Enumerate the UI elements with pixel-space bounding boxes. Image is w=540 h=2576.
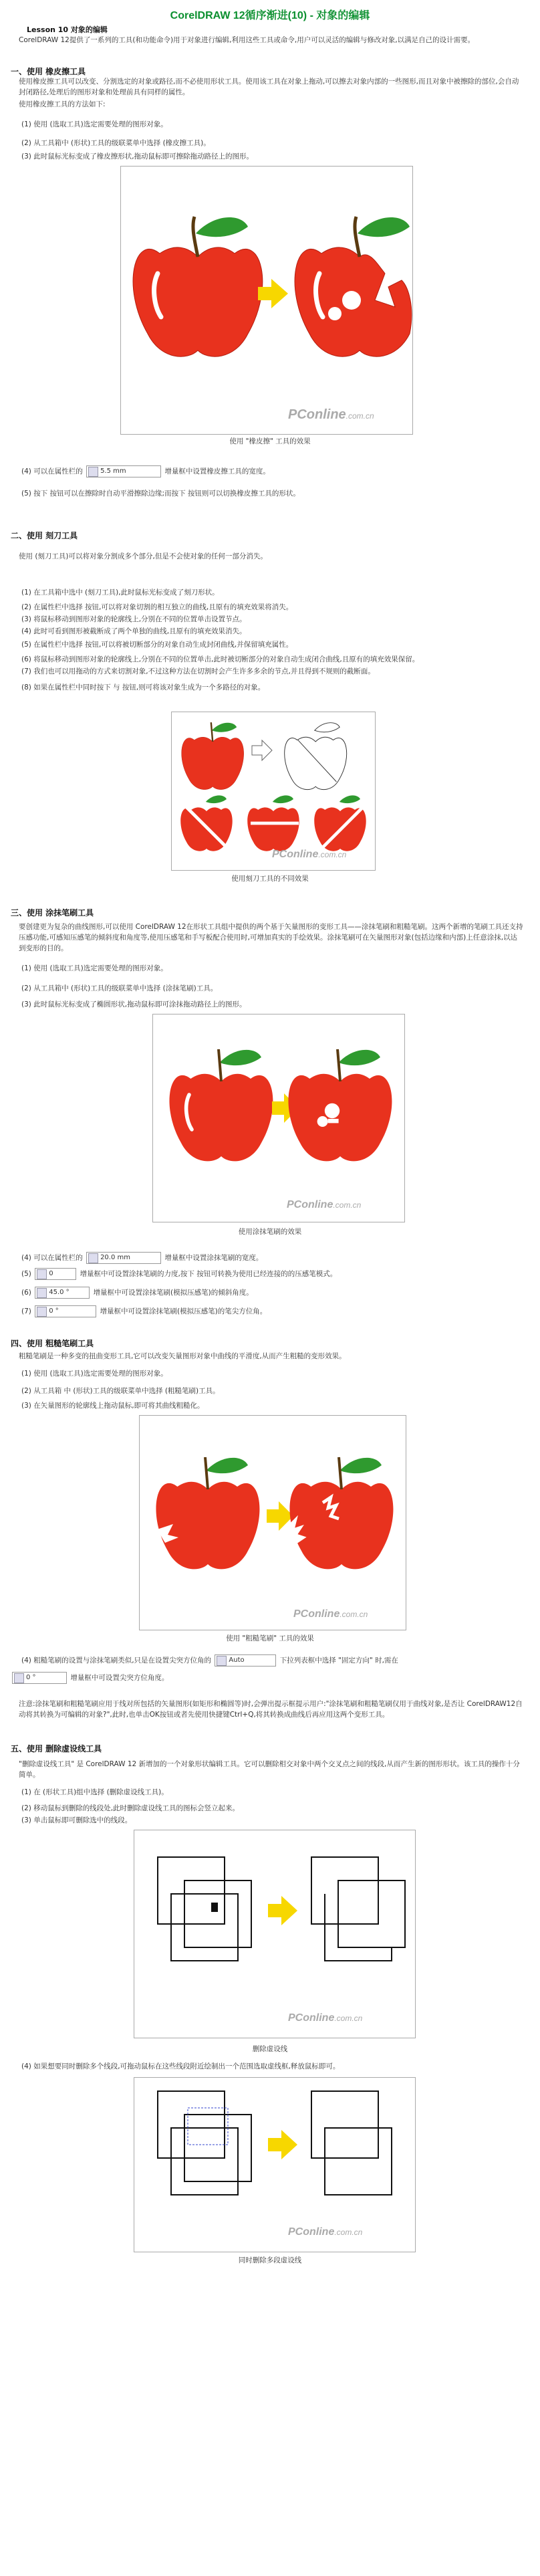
s1-paragraph: 使用橡皮擦工具可以改变、分割选定的对象或路径,而不必使用形状工具。使用该工具在对象上拖动,可以擦去对象内部的一些图形,而且对象中被擦除的部位,会自动封闭路径,处理后的图形对象和处理前具有同样的属性。 <box>19 78 519 96</box>
dryout-icon <box>37 1269 47 1279</box>
smudge-tilt-field[interactable]: 45.0 ° <box>35 1287 90 1299</box>
figure-eraser <box>120 166 413 435</box>
page-title: CorelDRAW 12循序渐进(10) - 对象的编辑 <box>170 10 370 21</box>
s2-step-4: (4) 此时可看到图形被截断成了两个单独的曲线,且原有的填充效果消失。 <box>21 627 247 635</box>
watermark-logo: PConline.com.cn <box>288 2226 363 2238</box>
s4-step-2: (2) 从工具箱 中 (形状)工具的级联菜单中选择 (粗糙笔刷)工具。 <box>21 1387 220 1395</box>
s3-step-7: (7) 0 ° 增量框中可设置涂抹笔刷(模拟压感笔)的笔尖方位角。 <box>21 1305 529 1317</box>
s3-step-4: (4) 可以在属性栏的 20.0 mm 增量框中设置涂抹笔刷的宽度。 <box>21 1252 529 1264</box>
s2-step-3: (3) 将鼠标移动到图形对象的轮廓线上,分别在不同的位置单击设置节点。 <box>21 615 247 623</box>
tilt-icon <box>37 1288 47 1298</box>
s5-paragraph: "删除虚设线工具" 是 CorelDRAW 12 新增加的一个对象形状编辑工具。它可以删除相交对象中两个交叉点之间的线段,从而产生新的图形形状。该工具的操作十分简单。 <box>19 1760 520 1779</box>
caption-knife: 使用刻刀工具的不同效果 <box>231 875 309 883</box>
watermark-logo: PConline.com.cn <box>287 1199 362 1210</box>
s2-step-2: (2) 在属性栏中选择 按钮,可以将对象切割的相互独立的曲线,且原有的填充效果将消失。 <box>21 603 293 611</box>
section-4-heading: 四、使用 粗糙笔刷工具 <box>11 1339 94 1348</box>
s4-step-3: (3) 在矢量图形的轮廓线上拖动鼠标,即可将其曲线粗糙化。 <box>21 1402 205 1410</box>
caption-roughen: 使用 "粗糙笔刷" 工具的效果 <box>226 1634 314 1642</box>
smudge-dryout-field[interactable]: 0 <box>35 1268 76 1280</box>
watermark-logo: PConline.com.cn <box>272 849 347 860</box>
smudge-width-field[interactable]: 20.0 mm <box>86 1252 161 1264</box>
direction-icon <box>217 1656 227 1666</box>
s2-step-7: (7) 我们也可以用拖动的方式来切割对象,不过这种方法在切割时会产生许多多余的节点,并且得到不规则的截断面。 <box>21 667 375 675</box>
watermark-logo: PConline.com.cn <box>288 407 374 422</box>
s1-step-2: (2) 从工具箱中 (形状)工具的级联菜单中选择 (橡皮擦工具)。 <box>21 139 211 147</box>
s4-note: 注意:涂抹笔刷和粗糙笔刷应用于线对所包括的矢量图形(如矩形和椭圆等)时,会弹出提示框提示用户:"涂抹笔刷和粗糙笔刷仅用于曲线对象,是否让 CorelDRAW12自动将其转换为可编辑的对象?",此时,也单击OK按钮或者先使用快捷键Ctrl+Q,将其转换成曲线后再应用这两个变形工具。 <box>19 1700 523 1719</box>
caption-smudge: 使用涂抹笔刷的效果 <box>238 1228 302 1236</box>
s4-step-4b: 0 ° 增量框中可设置尖突方位角度。 <box>11 1672 519 1684</box>
s2-step-1: (1) 在工具箱中选中 (刻刀工具),此时鼠标光标变成了刻刀形状。 <box>21 588 219 597</box>
figure-virtual-delete-2 <box>134 2077 416 2252</box>
s1-step-5: (5) 按下 按钮可以在擦除时自动平滑擦除边缘;而按下 按钮则可以切换橡皮擦工具的形状。 <box>21 490 300 498</box>
apple-roughen-illustration <box>140 1416 406 1630</box>
s5-step-4: (4) 如果想要同时删除多个线段,可拖动鼠标在这些线段附近绘制出一个范围选取虚线框,释放鼠标即可。 <box>21 2062 340 2070</box>
s1-step-3: (3) 此时鼠标光标变成了橡皮擦形状,拖动鼠标即可擦除拖动路径上的图形。 <box>21 152 254 160</box>
figure-virtual-delete-1 <box>134 1830 416 2038</box>
roughen-bearing-field[interactable]: 0 ° <box>12 1672 67 1684</box>
s2-step-6: (6) 将鼠标移动到图形对象的轮廓线上,分别在不同的位置单击,此时被切断部分的对象自动生成闭合曲线,且原有的填充效果保留。 <box>21 655 420 663</box>
s3-step-2: (2) 从工具箱中 (形状)工具的级联菜单中选择 (涂抹笔刷)工具。 <box>21 984 218 992</box>
s3-step-6: (6) 45.0 ° 增量框中可设置涂抹笔刷(模拟压感笔)的倾斜角度。 <box>21 1287 529 1299</box>
figure-smudge <box>152 1014 405 1222</box>
figure-knife <box>171 712 376 871</box>
apple-smudge-illustration <box>153 1014 404 1222</box>
section-5-heading: 五、使用 删除虚设线工具 <box>11 1744 102 1753</box>
s1-step4-pre: (4) 可以在属性栏的 <box>21 467 83 475</box>
watermark-logo: PConline.com.cn <box>293 1608 368 1620</box>
s4-step-4: (4) 粗糙笔刷的设置与涂抹笔刷类似,只是在设置尖突方位角的 Auto 下拉列表框中选择 "固定方向" 时,需在 <box>21 1654 529 1667</box>
bearing-icon <box>14 1673 24 1683</box>
s5-step-3: (3) 单击鼠标即可删除选中的线段。 <box>21 1816 132 1824</box>
s2-step-8: (8) 如果在属性栏中同时按下 与 按钮,则可将该对象生成为一个多路径的对象。 <box>21 683 265 691</box>
width-icon <box>88 1253 98 1263</box>
bearing-icon <box>37 1307 47 1317</box>
caption-eraser: 使用 "橡皮擦" 工具的效果 <box>229 437 311 445</box>
s5-step-2: (2) 移动鼠标到删除的线段处,此时删除虚设线工具的图标会竖立起来。 <box>21 1804 240 1812</box>
s1-step4-post: 增量框中设置橡皮擦工具的宽度。 <box>164 467 270 475</box>
virtual-delete-diagram-1 <box>134 1830 415 2038</box>
s1-paragraph-2: 使用橡皮擦工具的方法如下: <box>19 100 106 108</box>
figure-roughen <box>139 1415 406 1630</box>
s2-step-5: (5) 在属性栏中选择 按钮,可以将被切断部分的对象自动生成封闭曲线,并保留填充属性。 <box>21 641 293 649</box>
lesson-heading: Lesson 10 对象的编辑 <box>27 25 108 34</box>
watermark-logo: PConline.com.cn <box>288 2012 363 2024</box>
s3-step-3: (3) 此时鼠标光标变成了椭圆形状,拖动鼠标即可涂抹拖动路径上的图形。 <box>21 1000 247 1008</box>
caption-virtual-delete-2: 同时删除多段虚设线 <box>238 2256 302 2264</box>
apple-knife-illustration <box>172 712 375 870</box>
roughen-direction-select[interactable]: Auto <box>215 1654 276 1667</box>
s3-paragraph: 要创建更为复杂的曲线图形,可以使用 CorelDRAW 12在形状工具组中提供的两个基于矢量图形的变形工具——涂抹笔刷和粗糙笔刷。这两个新增的笔刷工具还支持压感功能,可感知压感笔的倾斜度和角度等,使用压感笔和手写板配合使用时,可增加真实的手绘效果。涂抹笔刷可在矢量图形对象(包括边缘和内部)上任意涂抹,以达到变形的目的。 <box>19 923 523 952</box>
width-icon <box>88 467 98 477</box>
s3-step-5: (5) 0 增量框中可设置涂抹笔刷的力度,按下 按钮可转换为使用已经连接的的压感笔模式。 <box>21 1268 529 1280</box>
section-3-heading: 三、使用 涂抹笔刷工具 <box>11 908 94 918</box>
section-1-heading: 一、使用 橡皮擦工具 <box>11 67 86 76</box>
virtual-delete-diagram-2 <box>134 2078 415 2252</box>
section-2-heading: 二、使用 刻刀工具 <box>11 531 78 540</box>
s2-paragraph: 使用 (刻刀工具)可以将对象分割成多个部分,但是不会使对象的任何一部分消失。 <box>19 552 267 560</box>
s1-step-4 <box>21 465 529 477</box>
s3-step-1: (1) 使用 (选取工具)选定需要处理的图形对象。 <box>21 964 168 972</box>
intro-paragraph: CorelDRAW 12提供了一系列的工具(和功能命令)用于对象进行编辑,利用这些工具或命令,用户可以灵活的编辑与修改对象,以满足自己的设计需要。 <box>19 36 475 44</box>
eraser-width-field[interactable]: 5.5 mm <box>86 465 161 477</box>
caption-virtual-delete-1: 删除虚设线 <box>252 2045 288 2053</box>
s1-step-1: (1) 使用 (选取工具)选定需要处理的图形对象。 <box>21 120 168 128</box>
smudge-bearing-field[interactable]: 0 ° <box>35 1305 96 1317</box>
apple-eraser-illustration <box>121 167 412 434</box>
s5-step-1: (1) 在 (形状工具)组中选择 (删除虚设线工具)。 <box>21 1788 168 1796</box>
s4-paragraph: 粗糙笔刷是一种多变的扭曲变形工具,它可以改变矢量图形对象中曲线的平滑度,从而产生粗糙的变形效果。 <box>19 1352 346 1360</box>
s4-step-1: (1) 使用 (选取工具)选定需要处理的图形对象。 <box>21 1370 168 1378</box>
